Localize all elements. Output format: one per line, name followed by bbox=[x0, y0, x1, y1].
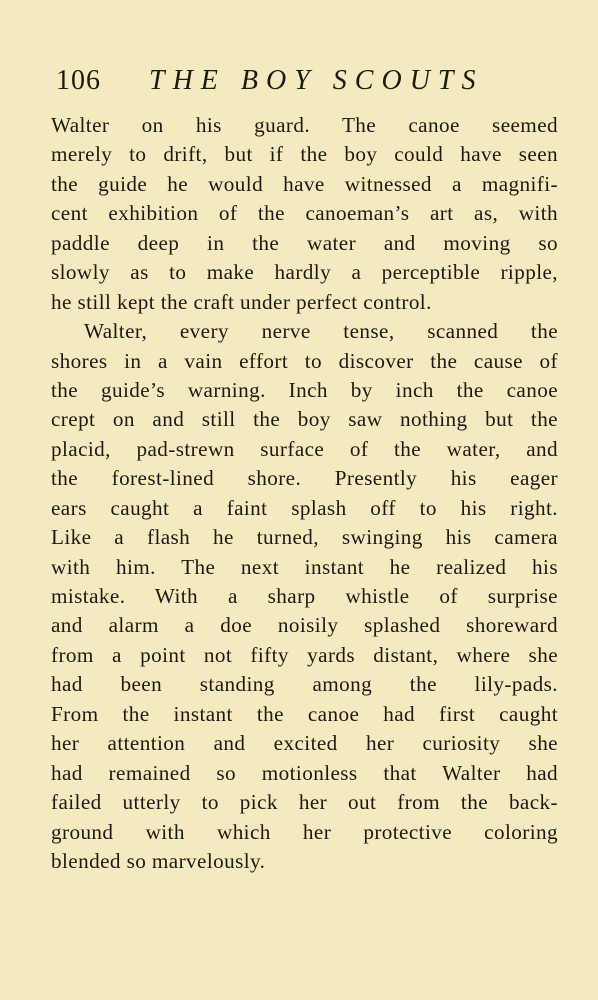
text-line: the guide he would have witnessed a magnifi- bbox=[51, 171, 558, 196]
text-line: the forest-lined shore. Presently his eager bbox=[51, 466, 558, 491]
text-line: paddle deep in the water and moving so bbox=[51, 230, 558, 255]
text-line: Walter, every nerve tense, scanned the bbox=[84, 319, 558, 344]
page-number: 106 bbox=[56, 65, 101, 96]
text-line: and alarm a doe noisily splashed shoreward bbox=[51, 613, 558, 638]
text-line: From the instant the canoe had first caught bbox=[51, 701, 558, 726]
text-line: crept on and still the boy saw nothing but the bbox=[51, 407, 558, 432]
text-line: had remained so motionless that Walter had bbox=[51, 760, 558, 785]
text-line: her attention and excited her curiosity she bbox=[51, 731, 558, 756]
text-line: mistake. With a sharp whistle of surprise bbox=[51, 584, 558, 608]
text-line: shores in a vain effort to discover the cause of bbox=[51, 348, 558, 373]
page-header bbox=[56, 63, 542, 103]
text-line: blended so marvelously. bbox=[51, 848, 266, 873]
text-line: placid, pad-strewn surface of the water, and bbox=[51, 436, 558, 461]
body-text bbox=[51, 111, 558, 876]
text-line: ground with which her protective coloring bbox=[51, 819, 558, 844]
text-line: failed utterly to pick her out from the back- bbox=[51, 790, 558, 815]
running-head: THE BOY SCOUTS bbox=[149, 65, 484, 96]
text-line: with him. The next instant he realized his bbox=[51, 554, 558, 579]
text-line: from a point not fifty yards distant, where she bbox=[51, 642, 558, 667]
text-line: merely to drift, but if the boy could have seen bbox=[51, 142, 558, 167]
text-line: Walter on his guard. The canoe seemed bbox=[51, 113, 558, 137]
text-line: Like a flash he turned, swinging his camera bbox=[51, 525, 558, 550]
text-line: had been standing among the lily-pads. bbox=[51, 672, 558, 697]
text-line: slowly as to make hardly a perceptible ripple, bbox=[51, 260, 558, 285]
text-line: he still kept the craft under perfect control. bbox=[51, 289, 432, 314]
text-line: cent exhibition of the canoeman’s art as, with bbox=[51, 201, 558, 226]
text-line: ears caught a faint splash off to his right. bbox=[51, 495, 558, 520]
text-line: the guide’s warning. Inch by inch the canoe bbox=[51, 377, 558, 402]
